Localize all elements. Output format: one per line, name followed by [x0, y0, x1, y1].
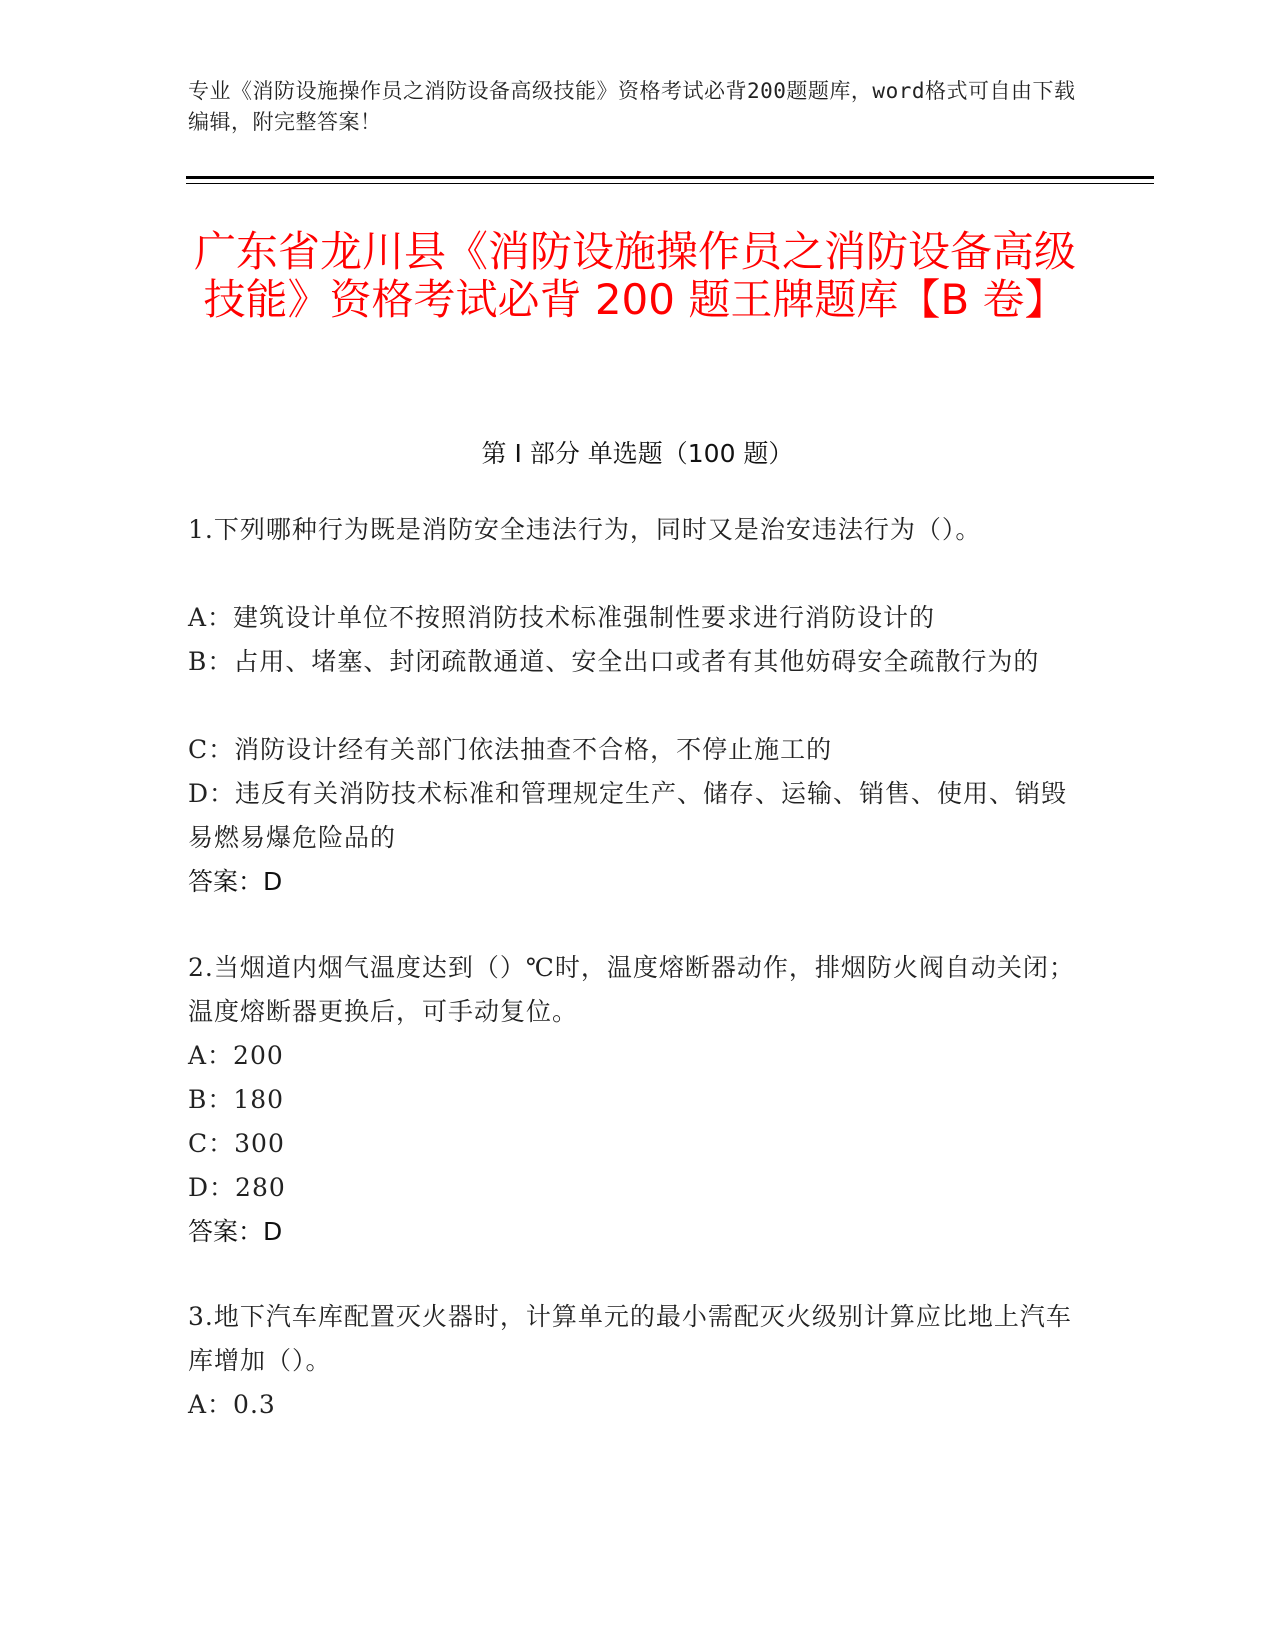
question-option: B：180 — [188, 1085, 285, 1114]
question-text: 1.下列哪种行为既是消防安全违法行为，同时又是治安违法行为（）。 — [188, 515, 982, 544]
question-answer: 答案：D — [188, 867, 283, 896]
section-title: 第 I 部分 单选题（100 题） — [481, 439, 794, 468]
header-rule-thin — [186, 183, 1154, 184]
question-option: C：300 — [188, 1129, 285, 1158]
question-option: A：0.3 — [188, 1390, 276, 1419]
document-title: 广东省龙川县《消防设施操作员之消防设备高级技能》资格考试必背 200 题王牌题库【B 卷】 — [193, 227, 1076, 324]
question-option: A：建筑设计单位不按照消防技术标准强制性要求进行消防设计的 — [188, 603, 936, 632]
header-note: 专业《消防设施操作员之消防设备高级技能》资格考试必背200题题库，word格式可自由下载编辑，附完整答案！ — [188, 79, 1076, 134]
question-option: D：违反有关消防技术标准和管理规定生产、储存、运输、销售、使用、销毁易燃易爆危险品的 — [188, 779, 1068, 852]
question-answer: 答案：D — [188, 1217, 283, 1246]
question-option: B：占用、堵塞、封闭疏散通道、安全出口或者有其他妨碍安全疏散行为的 — [188, 647, 1040, 676]
question-option: C：消防设计经有关部门依法抽查不合格，不停止施工的 — [188, 735, 833, 764]
question-option: A：200 — [188, 1041, 284, 1070]
question-text: 2.当烟道内烟气温度达到（）℃时，温度熔断器动作，排烟防火阀自动关闭；温度熔断器更换后，可手动复位。 — [188, 953, 1075, 1026]
question-option: D：280 — [188, 1173, 286, 1202]
header-rule-thick — [186, 176, 1154, 179]
question-text: 3.地下汽车库配置灭火器时，计算单元的最小需配灭火级别计算应比地上汽车库增加（）。 — [188, 1302, 1072, 1375]
